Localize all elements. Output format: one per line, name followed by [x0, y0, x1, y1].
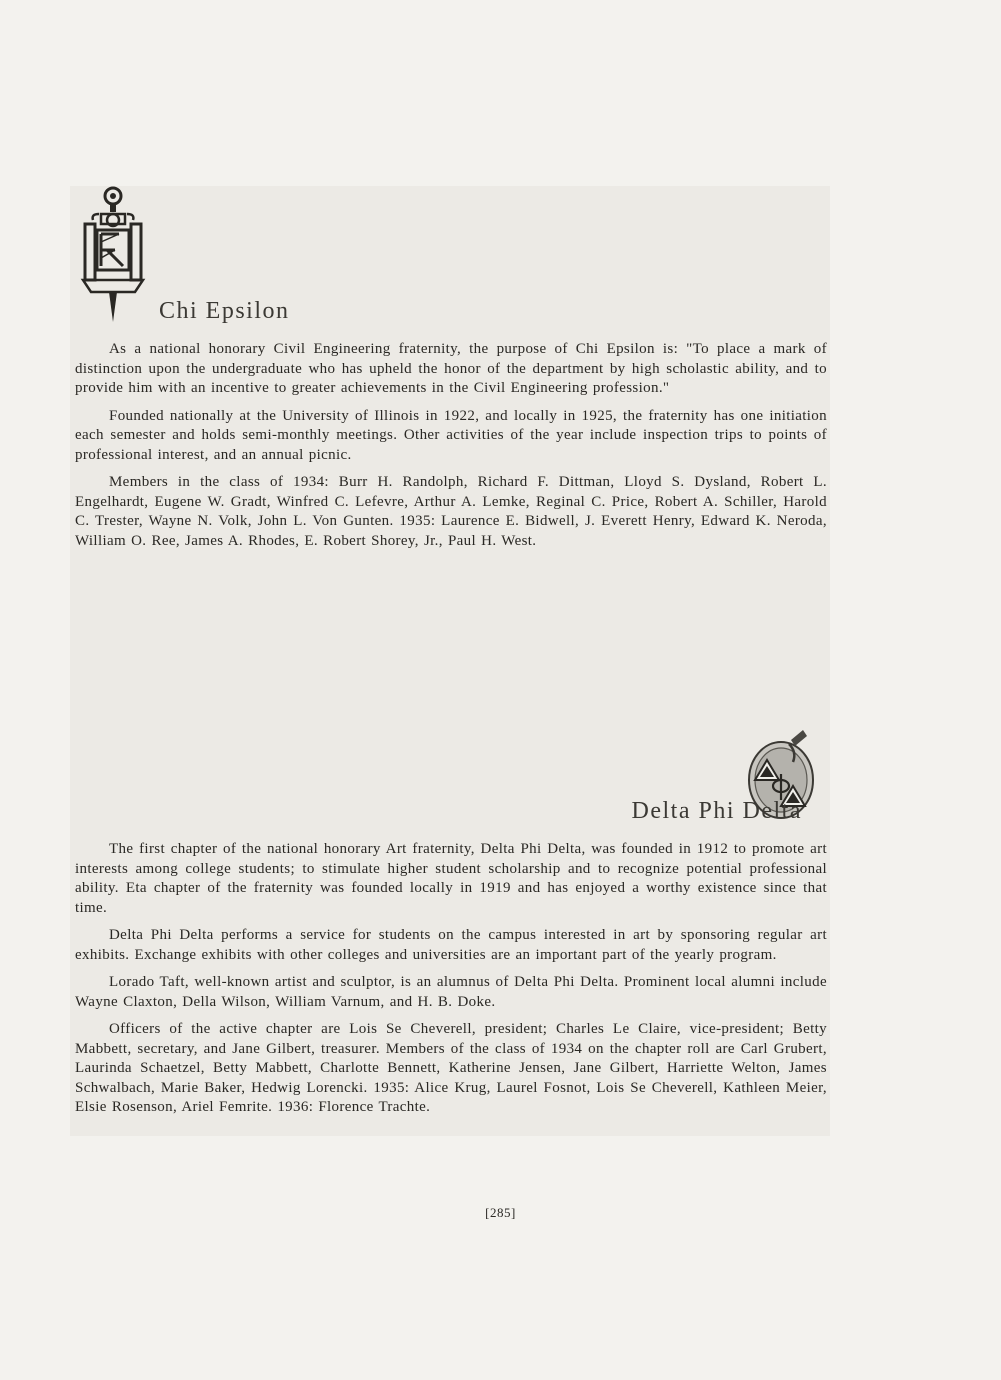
- delta-phi-delta-heading: Delta Phi Delta: [631, 798, 802, 824]
- chi-epsilon-paragraph-history: Founded nationally at the University of Illinois in 1922, and locally in 1925, the fraternity has one initiation each semester and holds semi-monthly meetings. Other activities of the year include inspection trips to points of professional interest, and an annual picnic.: [75, 407, 827, 463]
- delta-phi-delta-body: [75, 840, 827, 1126]
- delta-phi-delta-paragraph-service: Delta Phi Delta performs a service for students on the campus interested in art by sponsoring regular art exhibits. Exchange exhibits with other colleges and universities are an important part of the yearly program.: [75, 927, 827, 963]
- delta-phi-delta-paragraph-alumni: Lorado Taft, well-known artist and sculptor, is an alumnus of Delta Phi Delta. Prominent local alumni include Wayne Claxton, Della Wilson, William Varnum, and H. B. Doke.: [75, 974, 827, 1010]
- delta-phi-delta-paragraph-history: The first chapter of the national honorary Art fraternity, Delta Phi Delta, was founded in 1912 to promote art interests among college students; to stimulate higher student scholarship and to recognize potential professional ability. Eta chapter of the fraternity was founded locally in 1919 and has enjoyed a worthy existence since that time.: [75, 841, 827, 916]
- chi-epsilon-body: [75, 340, 827, 559]
- page-number: [285]: [485, 1205, 516, 1220]
- chi-epsilon-paragraph-purpose: As a national honorary Civil Engineering fraternity, the purpose of Chi Epsilon is: "To place a mark of distinction upon the undergraduate who has upheld the honor of the department by high scholastic ability, and to provide him with an incentive to greater achievements in the Civil Engineering profession.": [75, 341, 827, 396]
- chi-epsilon-paragraph-members: Members in the class of 1934: Burr H. Randolph, Richard F. Dittman, Lloyd S. Dysland, Robert L. Engelhardt, Eugene W. Gradt, Winfred C. Lefevre, Arthur A. Lemke, Reginal C. Price, Robert A. Schiller, Harold C. Trester, Wayne N. Volk, John L. Von Gunten. 1935: Laurence E. Bidwell, J. Everett Henry, Edward K. Neroda, William O. Ree, James A. Rhodes, E. Robert Shorey, Jr., Paul H. West.: [75, 474, 827, 549]
- delta-phi-delta-paragraph-officers: Officers of the active chapter are Lois Se Cheverell, president; Charles Le Claire, vice-president; Betty Mabbett, secretary, and Jane Gilbert, treasurer. Members of the class of 1934 on the chapter roll are Carl Grubert, Laurinda Schaetzel, Betty Mabbett, Charlotte Bennett, Katherine Jensen, Jane Gilbert, Harriette Welton, James Schwalbach, Marie Baker, Hedwig Lorencki. 1935: Alice Krug, Laurel Fosnot, Lois Se Cheverell, Kathleen Meier, Elsie Rosenson, Ariel Femrite. 1936: Florence Trachte.: [75, 1021, 827, 1115]
- chi-epsilon-key-icon: [79, 184, 147, 324]
- chi-epsilon-heading: Chi Epsilon: [159, 298, 290, 324]
